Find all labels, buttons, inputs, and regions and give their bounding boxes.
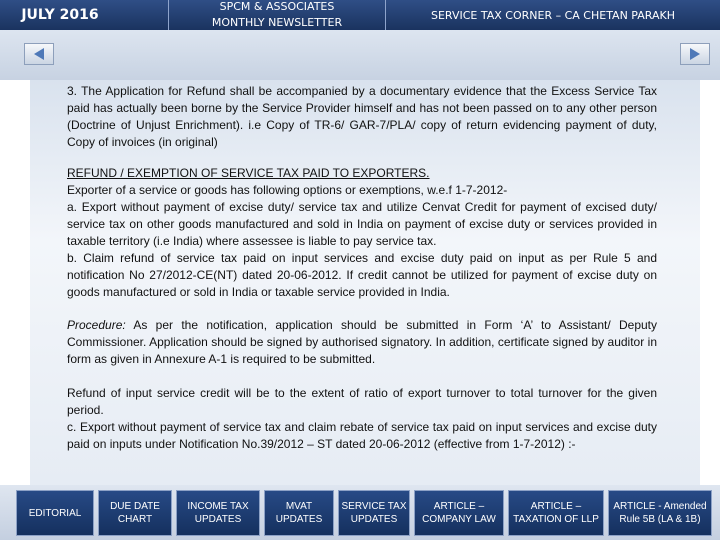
section-title: SERVICE TAX CORNER – CA CHETAN PARAKH [431, 8, 675, 22]
procedure-text: As per the notification, application should be submitted in Form ‘A’ to Assistant/ Deputy Commissioner. Application should be signed by authorised signatory. In addition, certificate signed by auditor in form as given in Annexure A-1 is required to be submitted. [67, 318, 657, 366]
issue-month: JULY 2016 [21, 7, 99, 23]
refund-section [67, 165, 657, 301]
due-date-chart-button[interactable]: DUE DATE CHART [98, 490, 172, 536]
option-c: c. Export without payment of service tax and claim rebate of service tax paid on input services and excise duty paid on inputs under Notification No.39/2012 – ST dated 20-06-2012 (effective from 1-7-2012) :- [67, 420, 657, 451]
service-tax-updates-button[interactable]: SERVICE TAX UPDATES [338, 490, 410, 536]
article-taxation-of-llp-button[interactable]: ARTICLE – TAXATION OF LLP [508, 490, 604, 536]
option-b: b. Claim refund of service tax paid on input services and excise duty paid on input as per Rule 5 and notification No 27/2012-CE(NT) dated 20-06-2012. If credit cannot be utilized for payment of excise duty on goods manufactured or sold in India or taxable service provided in India. [67, 251, 657, 299]
procedure-label: Procedure: [67, 318, 126, 332]
procedure-paragraph [67, 317, 657, 368]
option-a: a. Export without payment of excise duty/ service tax and utilize Cenvat Credit for payment of excised duty/ service tax on other goods manufactured and sold in India on payment of excise duty or services provided in taxable territory (i.e India) where assessee is liable to pay service tax. [67, 200, 657, 248]
refund-extent-section [67, 385, 657, 453]
income-tax-updates-button[interactable]: INCOME TAX UPDATES [176, 490, 260, 536]
refund-application-paragraph: 3. The Application for Refund shall be accompanied by a documentary evidence that the Excess Service Tax paid has actually been borne by the Service Provider himself and has not been passed on to any other person (Doctrine of Unjust Enrichment). i.e Copy of TR-6/ GAR-7/PLA/ copy of return evidencing payment of duty, Copy of invoices (in original) [67, 84, 657, 149]
mvat-updates-button[interactable]: MVAT UPDATES [264, 490, 334, 536]
editorial-button[interactable]: EDITORIAL [16, 490, 94, 536]
prev-page-button[interactable] [24, 43, 54, 65]
next-page-button[interactable] [680, 43, 710, 65]
article-company-law-button[interactable]: ARTICLE – COMPANY LAW [414, 490, 504, 536]
triangle-left-icon [32, 47, 46, 61]
article-amended-rule-button[interactable]: ARTICLE - Amended Rule 5B (LA & 1B) [608, 490, 712, 536]
refund-heading: REFUND / EXEMPTION OF SERVICE TAX PAID TO EXPORTERS. [67, 166, 430, 180]
refund-intro: Exporter of a service or goods has following options or exemptions, w.e.f 1-7-2012- [67, 183, 508, 197]
refund-extent: Refund of input service credit will be to the extent of ratio of export turnover to total turnover for the given period. [67, 386, 657, 417]
triangle-right-icon [688, 47, 702, 61]
firm-title: SPCM & ASSOCIATES MONTHLY NEWSLETTER [168, 0, 386, 30]
navigation-row [0, 30, 720, 80]
